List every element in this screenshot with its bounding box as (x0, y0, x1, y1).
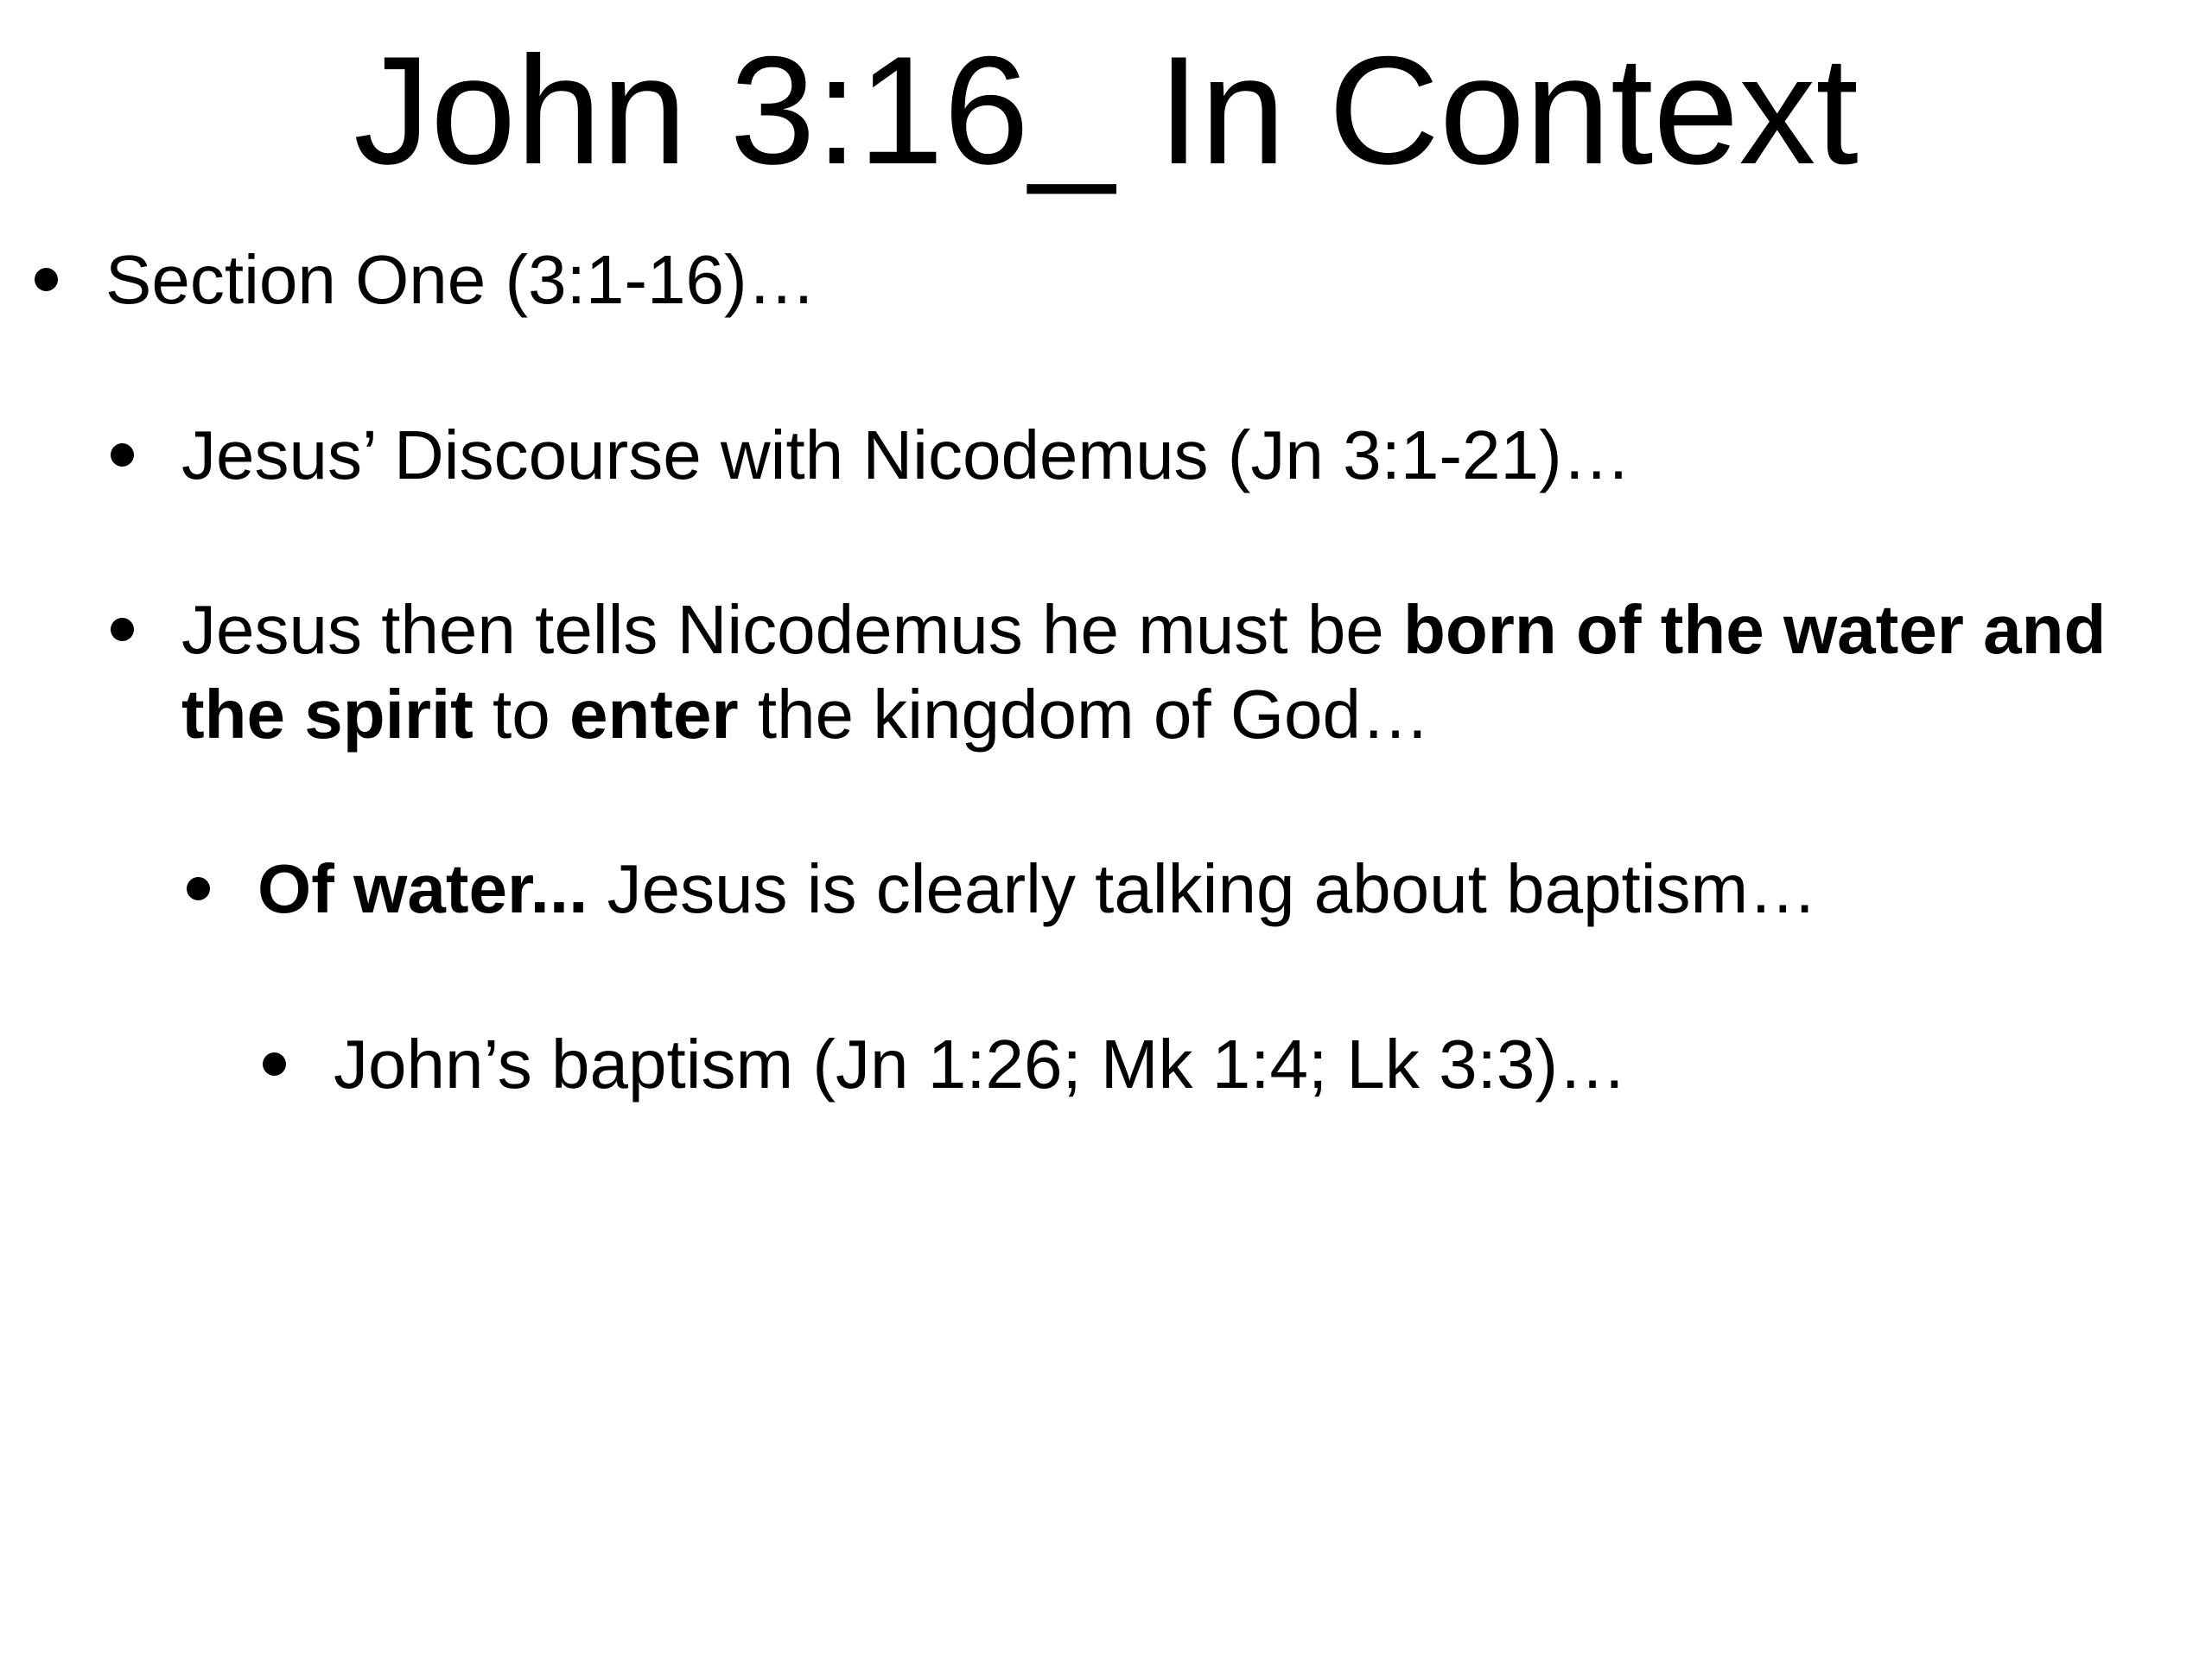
bullet-text: Section One (3:1-16)… (105, 241, 817, 318)
bullet-text (181, 588, 2106, 757)
emphasis-text: born of the water and (1403, 591, 2107, 668)
bullet-text: Jesus’ Discourse with Nicodemus (Jn 3:1-21)… (181, 416, 1631, 493)
text-run: Jesus then tells Nicodemus he must be (181, 591, 1404, 668)
text-run: Jesus is clearly talking about baptism… (588, 850, 1818, 927)
slide-title: John 3:16_ In Context (353, 24, 1859, 196)
bullet-text (257, 847, 1817, 931)
bullet-dot-icon (111, 618, 134, 641)
bullet-dot-icon (111, 443, 134, 467)
bullet-dot-icon (263, 1052, 286, 1076)
bullet-dot-icon (35, 268, 58, 291)
bullet-dot-icon (187, 877, 210, 900)
emphasis-text: enter (569, 676, 739, 753)
emphasis-text: the spirit (181, 676, 474, 753)
text-run: to (473, 676, 569, 753)
bullet-text: John’s baptism (Jn 1:26; Mk 1:4; Lk 3:3)… (334, 1026, 1627, 1103)
text-run: the kingdom of God… (738, 676, 1431, 753)
emphasis-text: Of water... (257, 850, 588, 927)
